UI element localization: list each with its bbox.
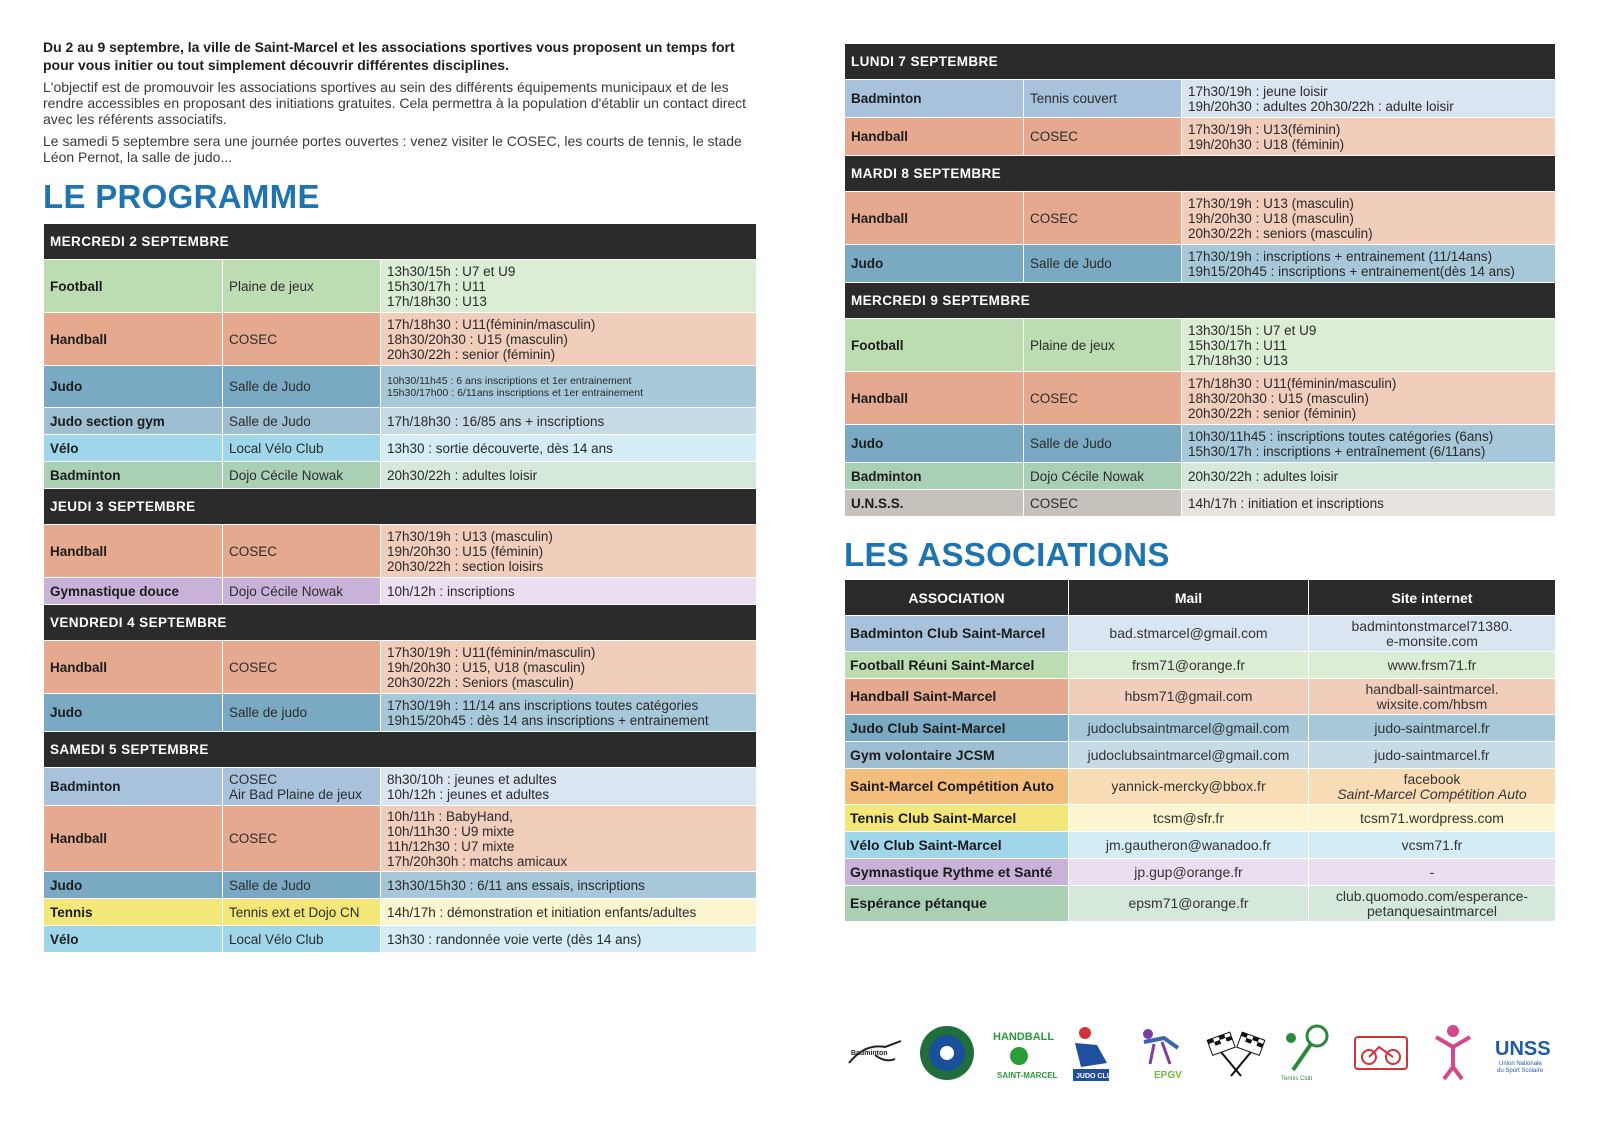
time-slots (381, 641, 757, 694)
schedule-row-judo (845, 425, 1556, 463)
schedule-row-judo (44, 694, 757, 732)
time-slot: 10h/11h : BabyHand, (387, 808, 513, 824)
time-slot: 18h30/20h30 : U15 (masculin) (1188, 390, 1369, 406)
time-slot: 18h30/20h30 : U15 (masculin) (387, 331, 568, 347)
time-slot: 10h/12h : jeunes et adultes (387, 786, 550, 802)
association-row (845, 742, 1556, 769)
time-slot: 19h15/20h45 : dès 14 ans inscriptions + entrainement (387, 712, 709, 728)
day-header-row (845, 156, 1556, 192)
svg-text:JUDO CLUB: JUDO CLUB (1075, 1073, 1117, 1080)
venue: Tennis ext et Dojo CN (223, 899, 381, 926)
time-slot: 19h/20h30 : U15 (féminin) (387, 543, 544, 559)
time-slot: 15h30/17h : inscriptions + entraînement (6/11ans) (1188, 443, 1486, 459)
time-slots (381, 694, 757, 732)
time-slot: 17h/18h30 : U11(féminin/masculin) (387, 316, 596, 332)
association-website[interactable] (1309, 832, 1556, 859)
association-email[interactable]: jm.gautheron@wanadoo.fr (1069, 832, 1309, 859)
website-line: tcsm71.wordpress.com (1360, 809, 1504, 826)
website-line: wixsite.com/hbsm (1376, 695, 1488, 712)
association-row (845, 679, 1556, 715)
sport-name: Handball (44, 313, 223, 366)
website-line: e-monsite.com (1386, 632, 1478, 649)
schedule-row-judo (44, 366, 757, 408)
schedule-row-handball (44, 525, 757, 578)
day-header-row (44, 605, 757, 641)
association-row (845, 832, 1556, 859)
day-header-row (845, 44, 1556, 80)
left-column (43, 38, 757, 953)
schedule-row-handball (845, 118, 1556, 156)
venue: Salle de Judo (1024, 245, 1182, 283)
website-line: - (1429, 863, 1435, 880)
association-row (845, 805, 1556, 832)
svg-text:du Sport Scolaire: du Sport Scolaire (1496, 1068, 1543, 1074)
time-slot: 17h30/19h : U13 (masculin) (387, 528, 553, 544)
venue: Salle de judo (223, 694, 381, 732)
intro-open-day: Le samedi 5 septembre sera une journée portes ouvertes : venez visiter le COSEC, les courts de tennis, le stade Léon Pernot, la salle de judo... (43, 133, 742, 165)
sport-name: Badminton (44, 768, 223, 806)
association-row (845, 715, 1556, 742)
unss-logo (1494, 1022, 1556, 1084)
badminton-club-logo (844, 1022, 906, 1084)
venue: Salle de Judo (223, 872, 381, 899)
website-line: club.quomodo.com/esperance- (1335, 887, 1529, 904)
association-email[interactable]: frsm71@orange.fr (1069, 652, 1309, 679)
time-slot: 19h/20h30 : U18 (féminin) (1188, 136, 1345, 152)
time-slot: 17h30/19h : inscriptions + entrainement (11/14ans) (1188, 248, 1493, 264)
time-slots (1182, 425, 1556, 463)
sport-name: Handball (845, 118, 1024, 156)
column-header-mail: Mail (1069, 580, 1309, 616)
time-slots (381, 525, 757, 578)
schedule-row-badminton (44, 768, 757, 806)
sport-name: U.N.S.S. (845, 490, 1024, 517)
time-slot: 17h30/19h : U13(féminin) (1188, 121, 1341, 137)
venue: COSEC (1024, 372, 1182, 425)
day-header-row (44, 224, 757, 260)
time-slot: 17h30/19h : 11/14 ans inscriptions toutes catégories (387, 697, 699, 713)
venue: Tennis couvert (1024, 80, 1182, 118)
venue: Dojo Cécile Nowak (223, 578, 381, 605)
schedule-row-handball (845, 372, 1556, 425)
sport-name: Handball (44, 806, 223, 872)
venue-line: COSEC (229, 771, 278, 787)
association-website[interactable] (1309, 805, 1556, 832)
programme-title: LE PROGRAMME (43, 178, 320, 215)
schedule-row-velo (44, 435, 757, 462)
time-slot: 17h/18h30 : 16/85 ans + inscriptions (387, 413, 605, 429)
schedule-row-football (44, 260, 757, 313)
venue: Plaine de jeux (1024, 319, 1182, 372)
time-slot: 19h/20h30 : U18 (masculin) (1188, 210, 1354, 226)
website-line: facebook (1403, 770, 1461, 787)
associations-header-row (845, 580, 1556, 616)
venue: COSEC (1024, 118, 1182, 156)
time-slot: 20h30/22h : Seniors (masculin) (387, 674, 574, 690)
association-website[interactable] (1309, 742, 1556, 769)
association-name: Tennis Club Saint-Marcel (845, 805, 1069, 832)
day-heading: MERCREDI 9 SEPTEMBRE (845, 283, 1556, 319)
time-slots (381, 872, 757, 899)
sport-name: Judo (845, 425, 1024, 463)
partner-logos (844, 1020, 1556, 1086)
association-name: Handball Saint-Marcel (845, 679, 1069, 715)
column-header-site: Site internet (1309, 580, 1556, 616)
schedule-row-judo (44, 872, 757, 899)
time-slot: 13h30 : sortie découverte, dès 14 ans (387, 440, 613, 456)
association-email[interactable]: hbsm71@gmail.com (1069, 679, 1309, 715)
association-row (845, 652, 1556, 679)
associations-title: LES ASSOCIATIONS (844, 536, 1170, 573)
time-slot: 19h/20h30 : adultes 20h30/22h : adulte loisir (1188, 98, 1454, 114)
website-line: judo-saintmarcel.fr (1374, 746, 1490, 763)
sport-name: Handball (845, 372, 1024, 425)
association-name: Gymnastique Rythme et Santé (845, 859, 1069, 886)
time-slot: 17h30/19h : jeune loisir (1188, 83, 1328, 99)
time-slot: 14h/17h : démonstration et initiation enfants/adultes (387, 904, 697, 920)
schedule-row-judo (845, 245, 1556, 283)
venue: Plaine de jeux (223, 260, 381, 313)
football-club-logo (916, 1022, 978, 1084)
website-line: badmintonstmarcel71380. (1351, 617, 1513, 634)
sport-name: Football (845, 319, 1024, 372)
time-slot: 19h15/20h45 : inscriptions + entrainement(dès 14 ans) (1188, 263, 1515, 279)
association-name: Saint-Marcel Compétition Auto (845, 769, 1069, 805)
schedule-row-handball (44, 313, 757, 366)
association-row (845, 886, 1556, 922)
association-website[interactable] (1309, 652, 1556, 679)
time-slot: 20h30/22h : senior (féminin) (387, 346, 556, 362)
sport-name: Badminton (845, 80, 1024, 118)
time-slot: 10h/12h : inscriptions (387, 583, 515, 599)
sport-name: Tennis (44, 899, 223, 926)
association-website[interactable] (1309, 715, 1556, 742)
associations-table (844, 579, 1556, 922)
venue-line: Air Bad Plaine de jeux (229, 786, 362, 802)
association-email[interactable]: tcsm@sfr.fr (1069, 805, 1309, 832)
sport-name: Judo section gym (44, 408, 223, 435)
intro-lead: Du 2 au 9 septembre, la ville de Saint-Marcel et les associations sportives vous proposent un temps fort pour vous initier ou tout simplement découvrir différentes disciplines. (43, 39, 735, 73)
schedule-row-handball (845, 192, 1556, 245)
sport-name: Vélo (44, 435, 223, 462)
association-email[interactable]: jp.gup@orange.fr (1069, 859, 1309, 886)
association-website[interactable] (1309, 679, 1556, 715)
svg-text:UNSS: UNSS (1494, 1038, 1551, 1060)
time-slot: 19h/20h30 : U15, U18 (masculin) (387, 659, 586, 675)
venue: Salle de Judo (223, 366, 381, 408)
time-slot: 10h30/11h45 : 6 ans inscriptions et 1er entrainement (387, 374, 632, 387)
website-line: judo-saintmarcel.fr (1374, 719, 1490, 736)
time-slots (1182, 372, 1556, 425)
time-slot: 13h30/15h : U7 et U9 (1188, 322, 1317, 338)
time-slot: 13h30/15h : U7 et U9 (387, 263, 516, 279)
sport-name: Handball (44, 641, 223, 694)
venue: Local Vélo Club (223, 926, 381, 953)
day-heading: LUNDI 7 SEPTEMBRE (845, 44, 1556, 80)
venue: COSEC (1024, 490, 1182, 517)
schedule-row-gymnastique-douce (44, 578, 757, 605)
venue: COSEC (223, 525, 381, 578)
day-heading: SAMEDI 5 SEPTEMBRE (44, 732, 757, 768)
judo-club-logo (1061, 1022, 1123, 1084)
time-slot: 17h30/19h : U13 (masculin) (1188, 195, 1354, 211)
association-name: Espérance pétanque (845, 886, 1069, 922)
sport-name: Judo (845, 245, 1024, 283)
website-line: handball-saintmarcel. (1365, 680, 1499, 697)
association-name: Badminton Club Saint-Marcel (845, 616, 1069, 652)
association-website[interactable] (1309, 886, 1556, 922)
venue: Dojo Cécile Nowak (1024, 463, 1182, 490)
programme-table-left (43, 223, 757, 953)
association-name: Vélo Club Saint-Marcel (845, 832, 1069, 859)
association-row (845, 616, 1556, 652)
sport-name: Football (44, 260, 223, 313)
time-slot: 17h/18h30 : U13 (387, 293, 487, 309)
time-slot: 20h30/22h : adultes loisir (1188, 468, 1339, 484)
schedule-row-judo-section-gym (44, 408, 757, 435)
association-website[interactable] (1309, 616, 1556, 652)
venue (223, 768, 381, 806)
schedule-row-tennis (44, 899, 757, 926)
association-email[interactable]: yannick-mercky@bbox.fr (1069, 769, 1309, 805)
time-slots (381, 408, 757, 435)
time-slot: 17h/18h30 : U13 (1188, 352, 1288, 368)
schedule-row-u-n-s-s (845, 490, 1556, 517)
time-slot: 17h/18h30 : U11(féminin/masculin) (1188, 375, 1397, 391)
time-slots (1182, 80, 1556, 118)
time-slots (1182, 319, 1556, 372)
right-column (844, 43, 1556, 922)
venue: Salle de Judo (1024, 425, 1182, 463)
association-name: Judo Club Saint-Marcel (845, 715, 1069, 742)
time-slot: 20h30/22h : senior (féminin) (1188, 405, 1357, 421)
svg-text:EPGV: EPGV (1153, 1070, 1182, 1081)
sport-name: Judo (44, 872, 223, 899)
sport-name: Badminton (44, 462, 223, 489)
epgv-logo (1133, 1022, 1195, 1084)
venue: Salle de Judo (223, 408, 381, 435)
association-email[interactable]: judoclubsaintmarcel@gmail.com (1069, 742, 1309, 769)
time-slots (381, 578, 757, 605)
intro-paragraph: L'objectif est de promouvoir les associations sportives au sein des différents équipements municipaux et de les rendre accessibles en proposant des initiations gratuites. Cela permettra à la population d'établir un contact direct avec les référents associatifs. (43, 79, 747, 127)
time-slots (381, 926, 757, 953)
association-email[interactable]: judoclubsaintmarcel@gmail.com (1069, 715, 1309, 742)
time-slot: 13h30/15h30 : 6/11 ans essais, inscriptions (387, 877, 645, 893)
time-slots (381, 768, 757, 806)
association-email[interactable]: bad.stmarcel@gmail.com (1069, 616, 1309, 652)
time-slots (381, 806, 757, 872)
time-slot: 17h/20h30h : matchs amicaux (387, 853, 568, 869)
schedule-row-badminton (44, 462, 757, 489)
time-slots (1182, 463, 1556, 490)
svg-text:SAINT-MARCEL: SAINT-MARCEL (997, 1071, 1058, 1080)
association-email[interactable]: epsm71@orange.fr (1069, 886, 1309, 922)
time-slot: 15h30/17h : U11 (387, 278, 486, 294)
sport-name: Handball (44, 525, 223, 578)
time-slot: 10h30/11h45 : inscriptions toutes catégories (6ans) (1188, 428, 1494, 444)
website-line: Saint-Marcel Compétition Auto (1337, 785, 1527, 802)
time-slot: 20h30/22h : adultes loisir (387, 467, 538, 483)
velo-club-logo (1350, 1022, 1412, 1084)
schedule-row-velo (44, 926, 757, 953)
venue: COSEC (1024, 192, 1182, 245)
day-header-row (845, 283, 1556, 319)
svg-text:HANDBALL: HANDBALL (993, 1031, 1055, 1043)
sport-name: Judo (44, 366, 223, 408)
time-slot: 20h30/22h : seniors (masculin) (1188, 225, 1373, 241)
time-slots (1182, 118, 1556, 156)
association-name: Gym volontaire JCSM (845, 742, 1069, 769)
schedule-row-badminton (845, 80, 1556, 118)
day-heading: MARDI 8 SEPTEMBRE (845, 156, 1556, 192)
time-slot: 13h30 : randonnée voie verte (dès 14 ans) (387, 931, 642, 947)
time-slot: 10h/11h30 : U9 mixte (387, 823, 515, 839)
time-slots (381, 462, 757, 489)
time-slots (1182, 245, 1556, 283)
schedule-row-football (845, 319, 1556, 372)
schedule-row-handball (44, 806, 757, 872)
day-header-row (44, 732, 757, 768)
sport-name: Handball (845, 192, 1024, 245)
website-line: vcsm71.fr (1401, 836, 1463, 853)
time-slots (381, 435, 757, 462)
sport-name: Badminton (845, 463, 1024, 490)
association-name: Football Réuni Saint-Marcel (845, 652, 1069, 679)
association-row (845, 859, 1556, 886)
website-line: petanquesaintmarcel (1367, 902, 1497, 919)
website-line: www.frsm71.fr (1387, 656, 1477, 673)
time-slots (381, 260, 757, 313)
schedule-row-handball (44, 641, 757, 694)
schedule-row-badminton (845, 463, 1556, 490)
association-row (845, 769, 1556, 805)
checkered-flags-logo (1205, 1022, 1267, 1084)
programme-table-right (844, 43, 1556, 517)
handball-logo (988, 1022, 1058, 1084)
time-slot: 20h30/22h : section loisirs (387, 558, 544, 574)
sport-name: Judo (44, 694, 223, 732)
day-heading: MERCREDI 2 SEPTEMBRE (44, 224, 757, 260)
venue: Dojo Cécile Nowak (223, 462, 381, 489)
ecole-sports-logo (1422, 1022, 1484, 1084)
column-header-association: ASSOCIATION (845, 580, 1069, 616)
venue: COSEC (223, 641, 381, 694)
svg-text:Union Nationale: Union Nationale (1498, 1061, 1542, 1067)
venue: COSEC (223, 313, 381, 366)
time-slot: 14h/17h : initiation et inscriptions (1188, 495, 1384, 511)
time-slots (381, 366, 757, 408)
sport-name: Vélo (44, 926, 223, 953)
venue: COSEC (223, 806, 381, 872)
venue: Local Vélo Club (223, 435, 381, 462)
svg-text:Tennis Club: Tennis Club (1281, 1076, 1313, 1082)
day-header-row (44, 489, 757, 525)
svg-text:Badminton: Badminton (851, 1050, 888, 1057)
time-slots (381, 313, 757, 366)
time-slot: 11h/12h30 : U7 mixte (387, 838, 515, 854)
time-slots (1182, 192, 1556, 245)
sport-name: Gymnastique douce (44, 578, 223, 605)
association-website[interactable] (1309, 769, 1556, 805)
time-slot: 8h30/10h : jeunes et adultes (387, 771, 557, 787)
day-heading: JEUDI 3 SEPTEMBRE (44, 489, 757, 525)
time-slots (381, 899, 757, 926)
tennis-club-logo (1277, 1022, 1339, 1084)
time-slot: 15h30/17h00 : 6/11ans inscriptions et 1er entrainement (387, 386, 644, 399)
time-slot: 15h30/17h : U11 (1188, 337, 1287, 353)
day-heading: VENDREDI 4 SEPTEMBRE (44, 605, 757, 641)
time-slot: 17h30/19h : U11(féminin/masculin) (387, 644, 596, 660)
association-website[interactable] (1309, 859, 1556, 886)
time-slots (1182, 490, 1556, 517)
